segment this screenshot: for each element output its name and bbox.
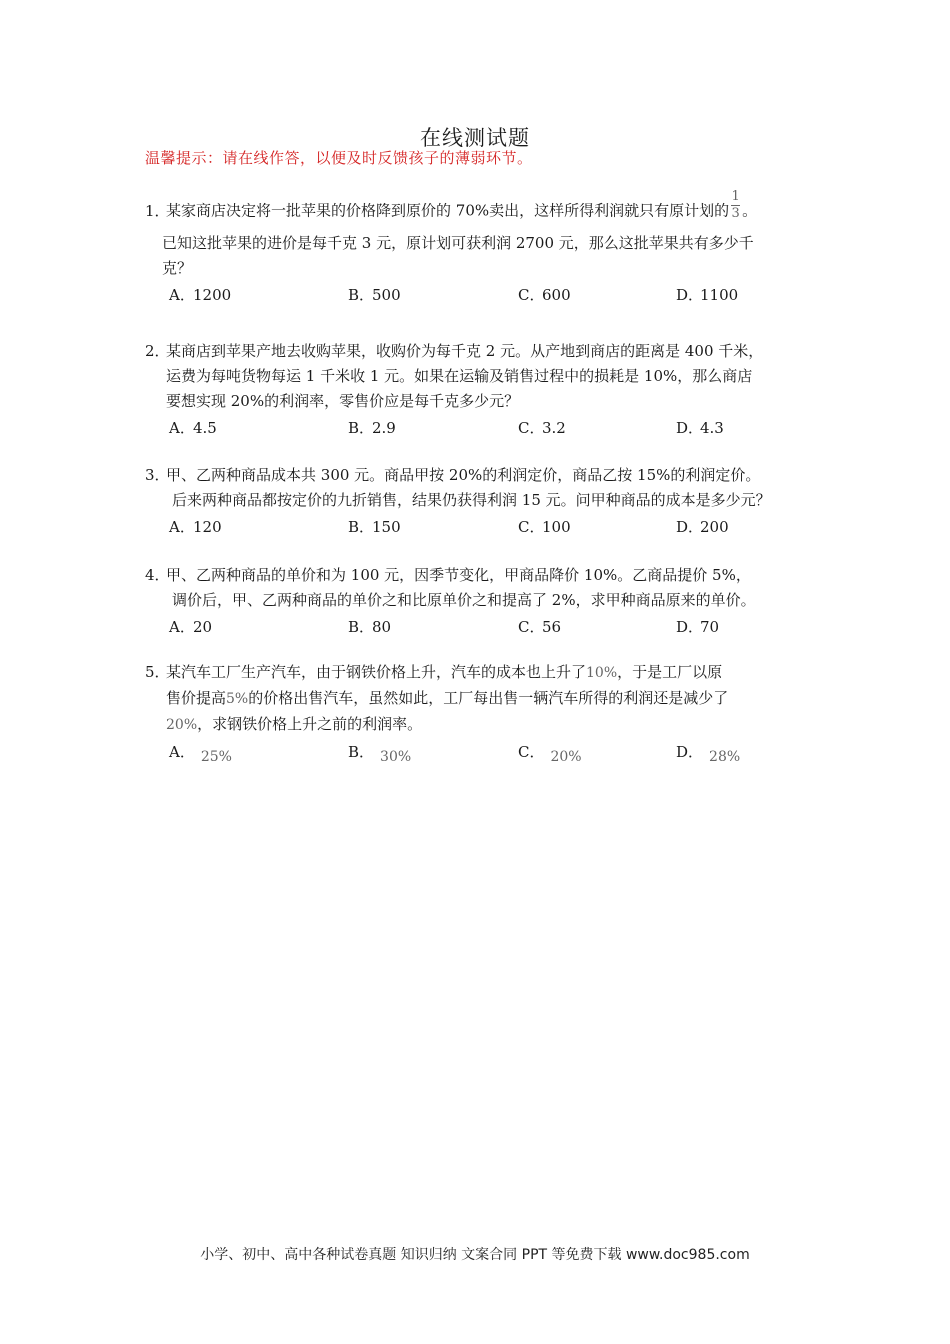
option-value: 100 <box>542 518 571 536</box>
option-letter: B． <box>348 286 375 304</box>
option-d[interactable] <box>676 416 724 441</box>
question-4-text-1: 甲、乙两种商品的单价和为 100 元，因季节变化，甲商品降价 10%。乙商品提价 5%， <box>166 566 751 584</box>
option-b[interactable] <box>348 615 391 640</box>
option-value: 20% <box>550 749 582 765</box>
question-5-line-1 <box>145 660 825 686</box>
option-letter: D． <box>676 419 704 437</box>
page-title: 在线测试题 <box>420 126 530 150</box>
tip-text: 温馨提示：请在线作答，以便及时反馈孩子的薄弱环节。 <box>145 149 533 167</box>
option-letter: B． <box>348 618 375 636</box>
question-5-options <box>145 740 825 765</box>
math-percent-10: 10% <box>586 665 618 681</box>
option-letter: A． <box>169 618 195 636</box>
question-2-options <box>145 416 825 441</box>
question-4-number: 4． <box>145 566 170 584</box>
option-c[interactable] <box>518 515 571 540</box>
option-letter: C． <box>518 419 545 437</box>
question-2-line-2: 运费为每吨货物每运 1 千米收 1 元。如果在运输及销售过程中的损耗是 10%，那么商店 <box>166 367 753 385</box>
option-b[interactable] <box>348 416 396 441</box>
option-value: 28% <box>709 749 741 765</box>
question-5-text-1b: ，于是工厂以原 <box>617 663 723 681</box>
option-c[interactable] <box>518 416 566 441</box>
option-letter: A． <box>169 743 195 761</box>
option-letter: B． <box>348 419 375 437</box>
fraction-numerator: 1 <box>731 189 740 204</box>
question-5-line-3 <box>145 712 825 738</box>
question-5-text-3b: ，求钢铁价格上升之前的利润率。 <box>197 715 423 733</box>
option-letter: D． <box>676 618 704 636</box>
option-value: 25% <box>200 749 232 765</box>
option-value: 56 <box>542 618 562 636</box>
option-a[interactable] <box>169 740 232 766</box>
question-2 <box>145 339 825 441</box>
footer-text: 小学、初中、高中各种试卷真题 知识归纳 文案合同 PPT 等免费下载 www.doc985.com <box>200 1247 750 1263</box>
option-a[interactable] <box>169 515 222 540</box>
option-letter: C． <box>518 618 545 636</box>
option-a[interactable] <box>169 416 217 441</box>
option-value: 200 <box>700 518 729 536</box>
option-c[interactable] <box>518 615 561 640</box>
option-letter: C． <box>518 518 545 536</box>
option-d[interactable] <box>676 615 719 640</box>
question-4-line-1 <box>145 563 825 588</box>
option-letter: A． <box>169 286 195 304</box>
option-value: 4.5 <box>193 419 217 437</box>
question-5-text-1a: 某汽车工厂生产汽车，由于钢铁价格上升，汽车的成本也上升了 <box>166 663 587 681</box>
question-5 <box>145 660 825 765</box>
question-5-number: 5． <box>145 663 170 681</box>
option-b[interactable] <box>348 740 411 766</box>
option-d[interactable] <box>676 515 729 540</box>
option-value: 600 <box>542 286 571 304</box>
option-letter: B． <box>348 518 375 536</box>
question-1-number: 1． <box>145 201 170 220</box>
option-a[interactable] <box>169 615 212 640</box>
option-value: 120 <box>193 518 222 536</box>
option-c[interactable] <box>518 740 582 766</box>
question-1-text-1: 某家商店决定将一批苹果的价格降到原价的 70%卖出，这样所得利润就只有原计划的 <box>166 201 730 220</box>
option-d[interactable] <box>676 283 738 308</box>
question-2-line-3: 要想实现 20%的利润率，零售价应是每千克多少元？ <box>166 392 520 410</box>
option-value: 20 <box>193 618 213 636</box>
question-1-line-3: 克？ <box>162 259 193 277</box>
question-4-options <box>145 615 825 640</box>
question-5-line-2 <box>145 686 825 712</box>
option-a[interactable] <box>169 283 231 308</box>
question-5-text-2b: 的价格出售汽车，虽然如此，工厂每出售一辆汽车所得的利润还是减少了 <box>248 689 729 707</box>
option-value: 500 <box>372 286 401 304</box>
question-3-text-1: 甲、乙两种商品成本共 300 元。商品甲按 20%的利润定价，商品乙按 15%的利润定价。 <box>166 466 761 484</box>
option-value: 1100 <box>700 286 739 304</box>
fraction-one-third <box>731 190 740 221</box>
question-4-line-2: 调价后，甲、乙两种商品的单价之和比原单价之和提高了 2%，求甲种商品原来的单价。 <box>172 591 756 609</box>
option-value: 3.2 <box>542 419 566 437</box>
option-value: 4.3 <box>700 419 724 437</box>
question-3 <box>145 463 825 540</box>
question-2-line-1 <box>145 339 825 364</box>
question-2-number: 2． <box>145 342 170 360</box>
option-letter: D． <box>676 743 704 761</box>
option-value: 80 <box>372 618 392 636</box>
option-d[interactable] <box>676 740 740 766</box>
option-value: 30% <box>380 749 412 765</box>
question-1-text-1-end: 。 <box>742 201 758 220</box>
question-4 <box>145 563 825 640</box>
question-3-number: 3． <box>145 466 170 484</box>
question-1-line-1 <box>145 189 825 227</box>
question-5-text-2a: 售价提高 <box>166 689 227 707</box>
question-3-line-1 <box>145 463 825 488</box>
question-1 <box>145 189 825 308</box>
option-value: 1200 <box>193 286 232 304</box>
option-value: 150 <box>372 518 401 536</box>
math-percent-20: 20% <box>166 717 198 733</box>
option-letter: A． <box>169 518 195 536</box>
option-b[interactable] <box>348 515 401 540</box>
question-3-options <box>145 515 825 540</box>
option-letter: B． <box>348 743 375 761</box>
option-value: 2.9 <box>372 419 396 437</box>
question-1-line-2: 已知这批苹果的进价是每千克 3 元，原计划可获利润 2700 元，那么这批苹果共有多少千 <box>162 234 754 252</box>
fraction-denominator: 3 <box>731 206 740 221</box>
question-1-options <box>145 283 825 308</box>
option-letter: C． <box>518 743 545 761</box>
option-letter: A． <box>169 419 195 437</box>
option-letter: D． <box>676 286 704 304</box>
option-c[interactable] <box>518 283 571 308</box>
option-value: 70 <box>700 618 720 636</box>
option-b[interactable] <box>348 283 401 308</box>
question-2-text-1: 某商店到苹果产地去收购苹果，收购价为每千克 2 元。从产地到商店的距离是 400 千米， <box>166 342 764 360</box>
option-letter: D． <box>676 518 704 536</box>
question-3-line-2: 后来两种商品都按定价的九折销售，结果仍获得利润 15 元。问甲种商品的成本是多少元？ <box>172 491 771 509</box>
math-percent-5: 5% <box>226 691 249 707</box>
option-letter: C． <box>518 286 545 304</box>
